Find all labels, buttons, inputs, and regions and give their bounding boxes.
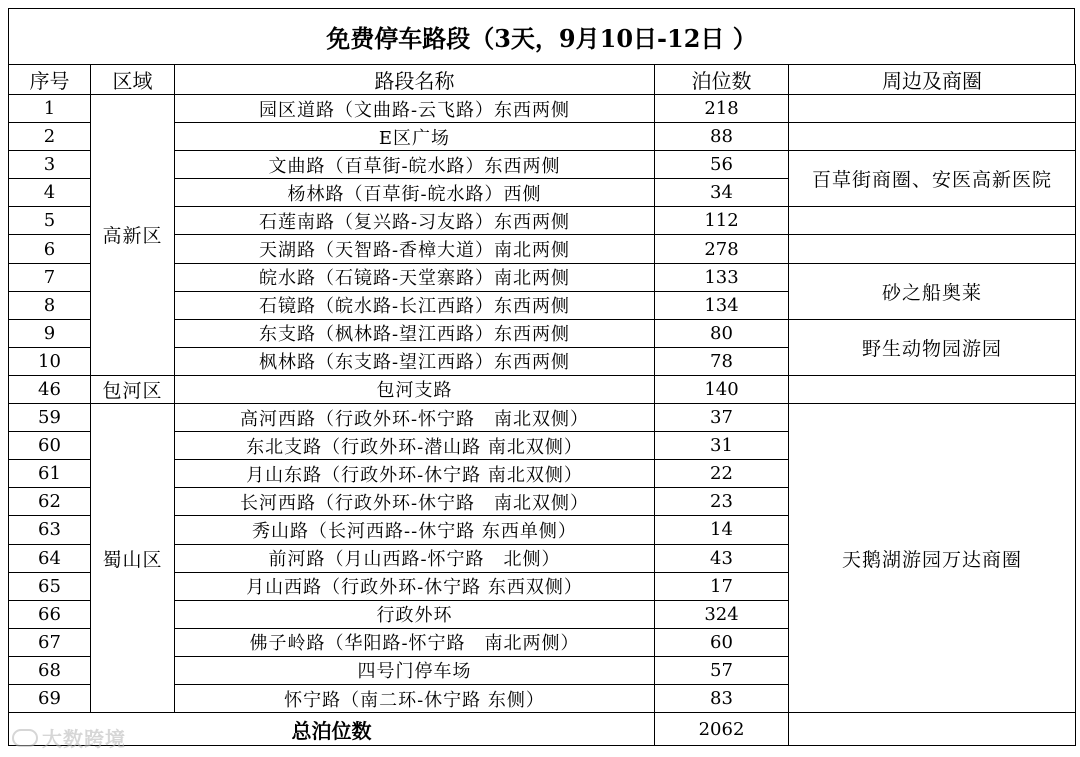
- row-road: 佛子岭路（华阳路-怀宁路 南北两侧）: [175, 628, 655, 656]
- row-spots: 43: [655, 544, 789, 572]
- area-gaoxin: 高新区: [91, 95, 175, 376]
- row-spots: 133: [655, 263, 789, 291]
- row-spots: 22: [655, 460, 789, 488]
- row-spots: 57: [655, 656, 789, 684]
- row-road: 怀宁路（南二环-休宁路 东侧）: [175, 684, 655, 712]
- row-no: 3: [9, 151, 91, 179]
- row-spots: 78: [655, 347, 789, 375]
- table-row: [9, 375, 1076, 403]
- row-no: 9: [9, 319, 91, 347]
- row-road: 月山西路（行政外环-休宁路 东西双侧）: [175, 572, 655, 600]
- row-road: 石镜路（皖水路-长江西路）东西两侧: [175, 291, 655, 319]
- row-spots: 31: [655, 432, 789, 460]
- row-no: 7: [9, 263, 91, 291]
- row-no: 6: [9, 235, 91, 263]
- row-no: 66: [9, 600, 91, 628]
- area-baohe: 包河区: [91, 375, 175, 403]
- row-no: 69: [9, 684, 91, 712]
- header-spots: 泊位数: [655, 65, 789, 95]
- surroundings-empty: [789, 207, 1076, 235]
- row-road: 行政外环: [175, 600, 655, 628]
- row-road: E区广场: [175, 123, 655, 151]
- row-spots: 80: [655, 319, 789, 347]
- row-road: 园区道路（文曲路-云飞路）东西两侧: [175, 95, 655, 123]
- row-no: 67: [9, 628, 91, 656]
- row-no: 4: [9, 179, 91, 207]
- row-no: 65: [9, 572, 91, 600]
- row-road: 月山东路（行政外环-休宁路 南北双侧）: [175, 460, 655, 488]
- row-no: 5: [9, 207, 91, 235]
- row-spots: 17: [655, 572, 789, 600]
- row-road: 包河支路: [175, 375, 655, 403]
- row-road: 秀山路（长河西路--休宁路 东西单侧）: [175, 516, 655, 544]
- surroundings-empty: [789, 375, 1076, 403]
- surroundings-empty: [789, 235, 1076, 263]
- table-row: [9, 95, 1076, 123]
- row-no: 60: [9, 432, 91, 460]
- total-label: 总泊位数: [9, 713, 655, 746]
- surroundings-baicaojie: 百草街商圈、安医高新医院: [789, 151, 1076, 207]
- row-spots: 60: [655, 628, 789, 656]
- row-no: 59: [9, 404, 91, 432]
- row-no: 8: [9, 291, 91, 319]
- row-road: 东支路（枫林路-望江西路）东西两侧: [175, 319, 655, 347]
- row-road: 杨林路（百草街-皖水路）西侧: [175, 179, 655, 207]
- row-no: 10: [9, 347, 91, 375]
- row-no: 2: [9, 123, 91, 151]
- surroundings-empty: [789, 95, 1076, 123]
- header-surroundings: 周边及商圈: [789, 65, 1076, 95]
- row-road: 长河西路（行政外环-休宁路 南北双侧）: [175, 488, 655, 516]
- row-no: 64: [9, 544, 91, 572]
- row-spots: 112: [655, 207, 789, 235]
- row-no: 62: [9, 488, 91, 516]
- surroundings-swanlake: 天鹅湖游园万达商圈: [789, 404, 1076, 713]
- header-area: 区域: [91, 65, 175, 95]
- row-spots: 140: [655, 375, 789, 403]
- row-spots: 14: [655, 516, 789, 544]
- total-empty: [789, 713, 1076, 746]
- row-spots: 23: [655, 488, 789, 516]
- total-value: 2062: [655, 713, 789, 746]
- row-spots: 37: [655, 404, 789, 432]
- watermark-text: 大数跨境: [42, 727, 126, 751]
- row-spots: 83: [655, 684, 789, 712]
- row-road: 高河西路（行政外环-怀宁路 南北双侧）: [175, 404, 655, 432]
- row-no: 46: [9, 375, 91, 403]
- parking-table: [8, 64, 1076, 746]
- surroundings-empty: [789, 123, 1076, 151]
- parking-table-sheet: [8, 8, 1075, 746]
- row-road: 石莲南路（复兴路-习友路）东西两侧: [175, 207, 655, 235]
- row-road: 文曲路（百草街-皖水路）东西两侧: [175, 151, 655, 179]
- row-spots: 34: [655, 179, 789, 207]
- row-spots: 134: [655, 291, 789, 319]
- surroundings-zoo: 野生动物园游园: [789, 319, 1076, 375]
- header-row: [9, 65, 1076, 95]
- sheet-title: 免费停车路段（3天，9月10日-12日 ）: [8, 8, 1075, 64]
- header-road: 路段名称: [175, 65, 655, 95]
- row-no: 63: [9, 516, 91, 544]
- row-spots: 324: [655, 600, 789, 628]
- row-spots: 278: [655, 235, 789, 263]
- row-road: 四号门停车场: [175, 656, 655, 684]
- row-road: 前河路（月山西路-怀宁路 北侧）: [175, 544, 655, 572]
- surroundings-outlets: 砂之船奥莱: [789, 263, 1076, 319]
- total-row: [9, 713, 1076, 746]
- table-row: [9, 404, 1076, 432]
- row-road: 东北支路（行政外环-潜山路 南北双侧）: [175, 432, 655, 460]
- area-shushan: 蜀山区: [91, 404, 175, 713]
- header-no: 序号: [9, 65, 91, 95]
- row-no: 68: [9, 656, 91, 684]
- row-spots: 218: [655, 95, 789, 123]
- row-road: 天湖路（天智路-香樟大道）南北两侧: [175, 235, 655, 263]
- row-spots: 88: [655, 123, 789, 151]
- row-road: 枫林路（东支路-望江西路）东西两侧: [175, 347, 655, 375]
- row-spots: 56: [655, 151, 789, 179]
- row-no: 1: [9, 95, 91, 123]
- row-road: 皖水路（石镜路-天堂寨路）南北两侧: [175, 263, 655, 291]
- row-no: 61: [9, 460, 91, 488]
